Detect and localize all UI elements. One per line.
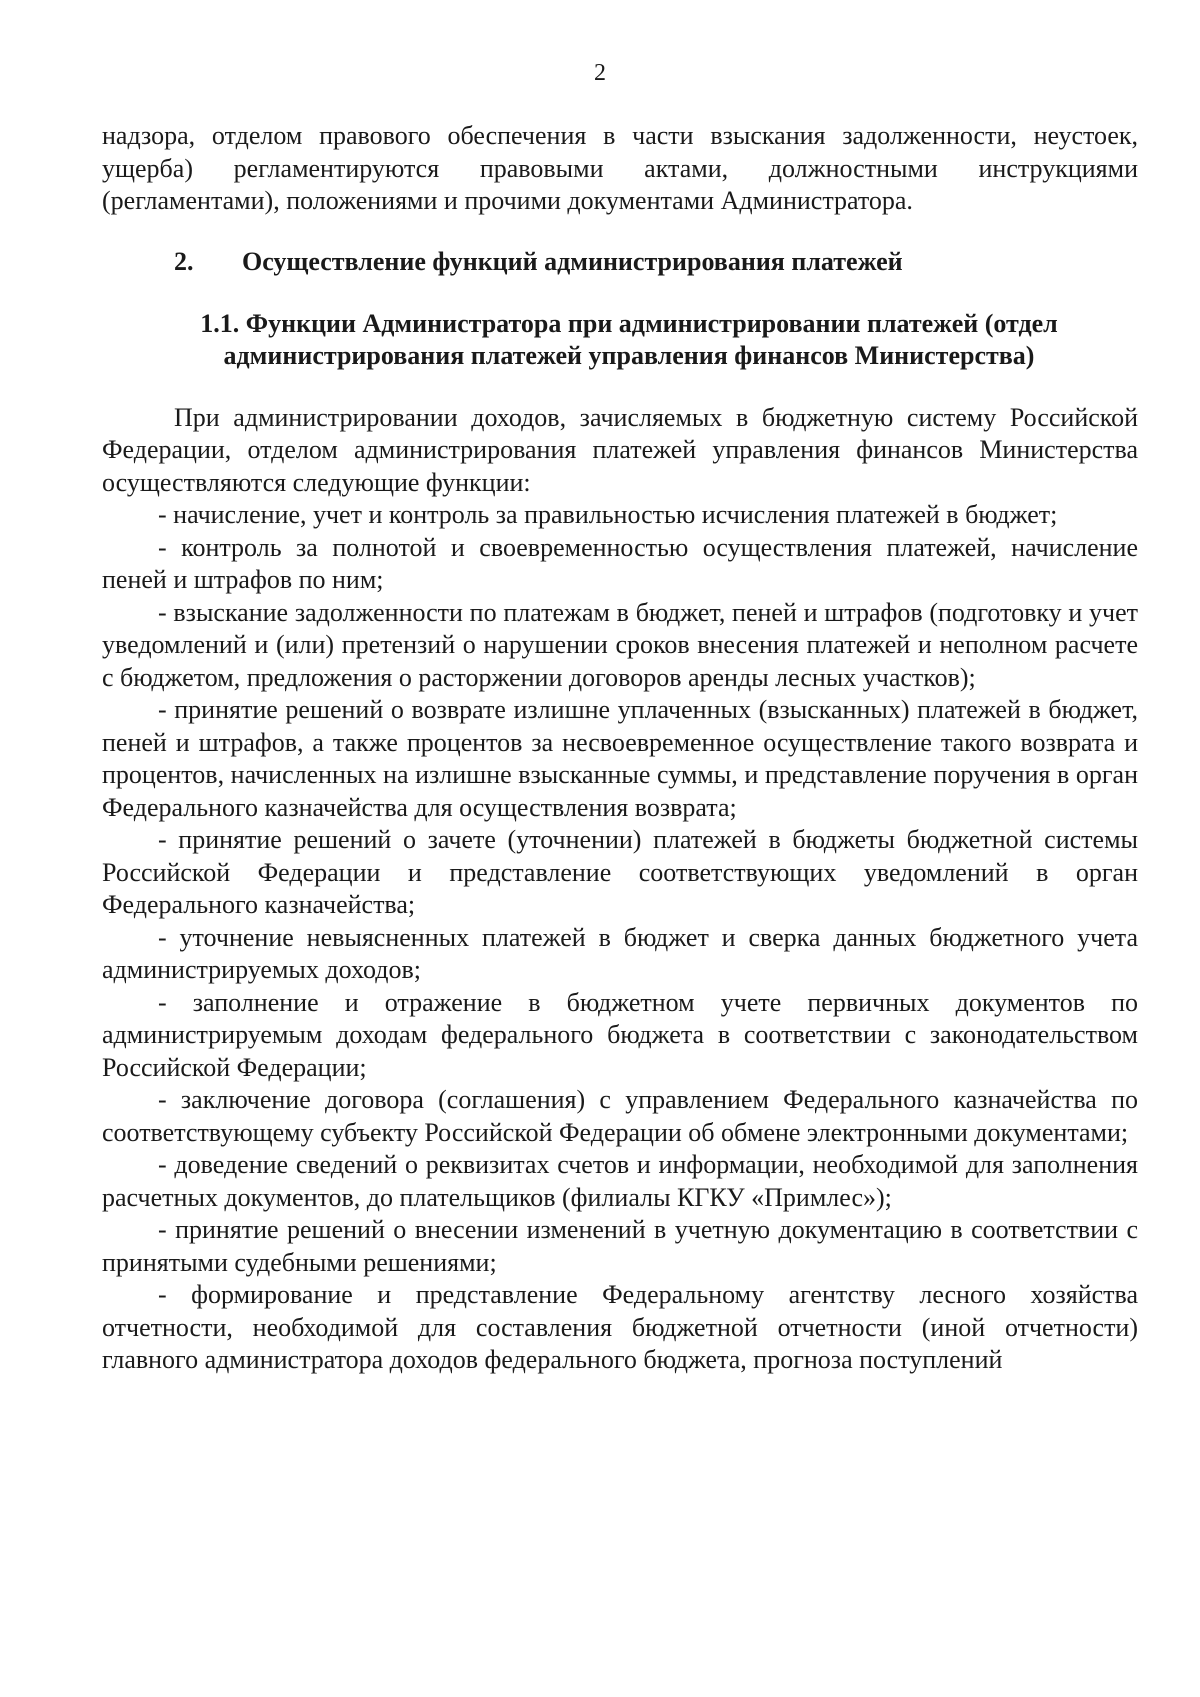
function-item: - заполнение и отражение в бюджетном учете первичных документов по администрируемым доходам федерального бюджета в соответствии с законодательством Российской Федерации; [102,987,1138,1082]
page-number: 2 [594,60,606,86]
function-item: - принятие решений о зачете (уточнении) платежей в бюджеты бюджетной системы Российской Федерации и представление соответствующих уведомлений в орган Федерального казначейства; [102,825,1138,919]
function-item: - формирование и представление Федеральному агентству лесного хозяйства отчетности, необходимой для составления бюджетной отчетности (иной отчетности) главного администратора доходов федерального бюджета, прогноза поступлений [102,1280,1138,1374]
function-item: - принятие решений о возврате излишне уплаченных (взысканных) платежей в бюджет, пеней и штрафов, а также процентов за несвоевременное осуществление такого возврата и процентов, начисленных на излишне взысканные суммы, и представление поручения в орган Федерального казначейства для осуществления возврата; [102,695,1138,822]
function-item: - принятие решений о внесении изменений в учетную документацию в соответствии с принятыми судебными решениями; [102,1215,1138,1277]
function-item: - начисление, учет и контроль за правильностью исчисления платежей в бюджет; [158,500,1058,529]
lead-paragraph: При администрировании доходов, зачисляемых в бюджетную систему Российской Федерации, отделом администрирования платежей управления финансов Министерства осуществляются следующие функции: [102,402,1138,497]
function-item: - уточнение невыясненных платежей в бюджет и сверка данных бюджетного учета администрируемых доходов; [102,922,1138,984]
document-body [102,120,1138,1377]
section-number: 2. [174,246,194,276]
section-title: Осуществление функций администрирования платежей [242,246,903,276]
function-item: - заключение договора (соглашения) с управлением Федерального казначейства по соответствующему субъекту Российской Федерации об обмене электронными документами; [102,1085,1138,1147]
function-item: - контроль за полнотой и своевременностью осуществления платежей, начисление пеней и штрафов по ним; [102,532,1138,594]
function-item: - доведение сведений о реквизитах счетов и информации, необходимой для заполнения расчетных документов, до плательщиков (филиалы КГКУ «Примлес»); [102,1150,1138,1212]
intro-paragraph: надзора, отделом правового обеспечения в части взыскания задолженности, неустоек, ущерба) регламентируются правовыми актами, должностными инструкциями (регламентами), положениями и прочими документами Администратора. [102,121,1138,215]
subsection-heading: 1.1. Функции Администратора при администрировании платежей (отдел администрирования платежей управления финансов Министерства) [200,308,1058,370]
function-item: - взыскание задолженности по платежам в бюджет, пеней и штрафов (подготовку и учет уведомлений и (или) претензий о нарушении сроков внесения платежей и неполном расчете с бюджетом, предложения о расторжении договоров аренды лесных участков); [102,597,1138,692]
section-heading [102,246,1138,278]
